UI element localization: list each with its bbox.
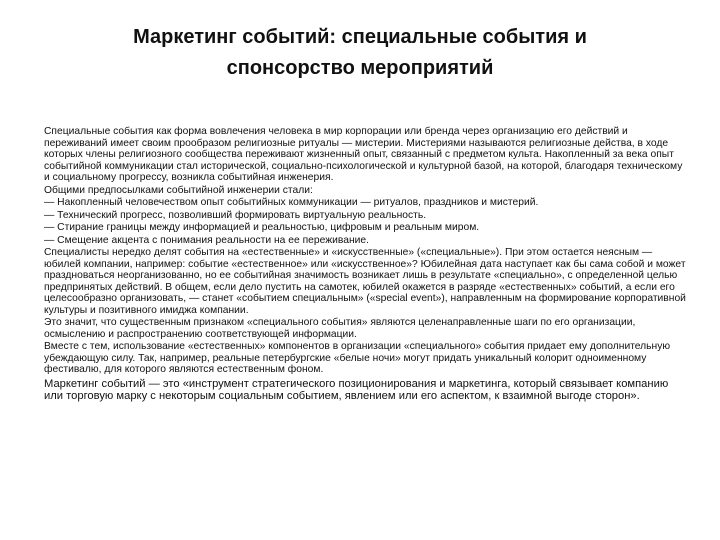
list-item-accent-shift: — Смещение акцента с понимания реальности на ее переживание. <box>44 234 369 246</box>
title-line-2: спонсорство мероприятий <box>226 57 494 79</box>
slide-body <box>44 126 690 403</box>
title-line-1: Маркетинг событий: специальные события и <box>133 26 587 48</box>
paragraph-special-sign: Это значит, что существенным признаком «специального события» являются целенаправленные шаги по его организации, осмыслению и распространению соответствующей информации. <box>44 317 636 340</box>
paragraph-natural-components: Вместе с тем, использование «естественных» компонентов в организации «специального» события придает ему дополнительную убеждающую силу. Так, например, реальные петербургские «белые ночи» могут придать уникальный колорит одноименному фестивалю, для которого являются естественным фоном. <box>44 341 671 375</box>
list-item-experience: — Накопленный человечеством опыт событийных коммуникации — ритуалов, праздников и мистерий. <box>44 197 539 208</box>
list-item-boundary-erasure: — Стирание границы между информацией и реальностью, цифровым и реальным миром. <box>44 222 480 233</box>
list-item-tech-progress: — Технический прогресс, позволивший формировать виртуальную реальность. <box>44 209 427 221</box>
paragraph-natural-vs-special: Специалисты нередко делят события на «естественные» и «искусственные» («специальные»). При этом остается неясным — юбилей компании, например: событие «естественное» или «искусственное»? Юбилейная дата наступает как бы сама собой и может праздноваться неорганизованно, но ее событийная значимость возникает лишь в результате «специально», с определенной целью предпринятых действий. В общем, если дело пустить на самотек, юбилей окажется в разряде «естественных» событий, а если его целесообразно организовать, — станет «событием специальным» («special event»), направленным на формирование корпоративной культуры и позитивного имиджа компании. <box>44 247 686 316</box>
slide-title <box>60 22 660 84</box>
paragraph-mysteries: Специальные события как форма вовлечения человека в мир корпорации или бренда через организацию его действий и переживаний имеет своим прообразом религиозные ритуалы — мистерии. Мистериями называются религиозные действа, в ходе которых члены религиозного сообщества переживают жизненный опыт, связанный с предметом культа. Накопленный за века опыт событийной коммуникации стал исторической, социально-психологической и культурной базой, на которой, благодаря техническому и социальному прогрессу, возникла событийная инженерия. <box>44 126 683 183</box>
paragraph-preconditions-intro: Общими предпосылками событийной инженерии стали: <box>44 184 313 196</box>
paragraph-event-marketing-definition: Маркетинг событий — это «инструмент стратегического позиционирования и маркетинга, который связывает компанию или торговую марку с некоторым социальным событием, явлением или его аспектом, к взаимной выгоде сторон». <box>44 377 669 402</box>
